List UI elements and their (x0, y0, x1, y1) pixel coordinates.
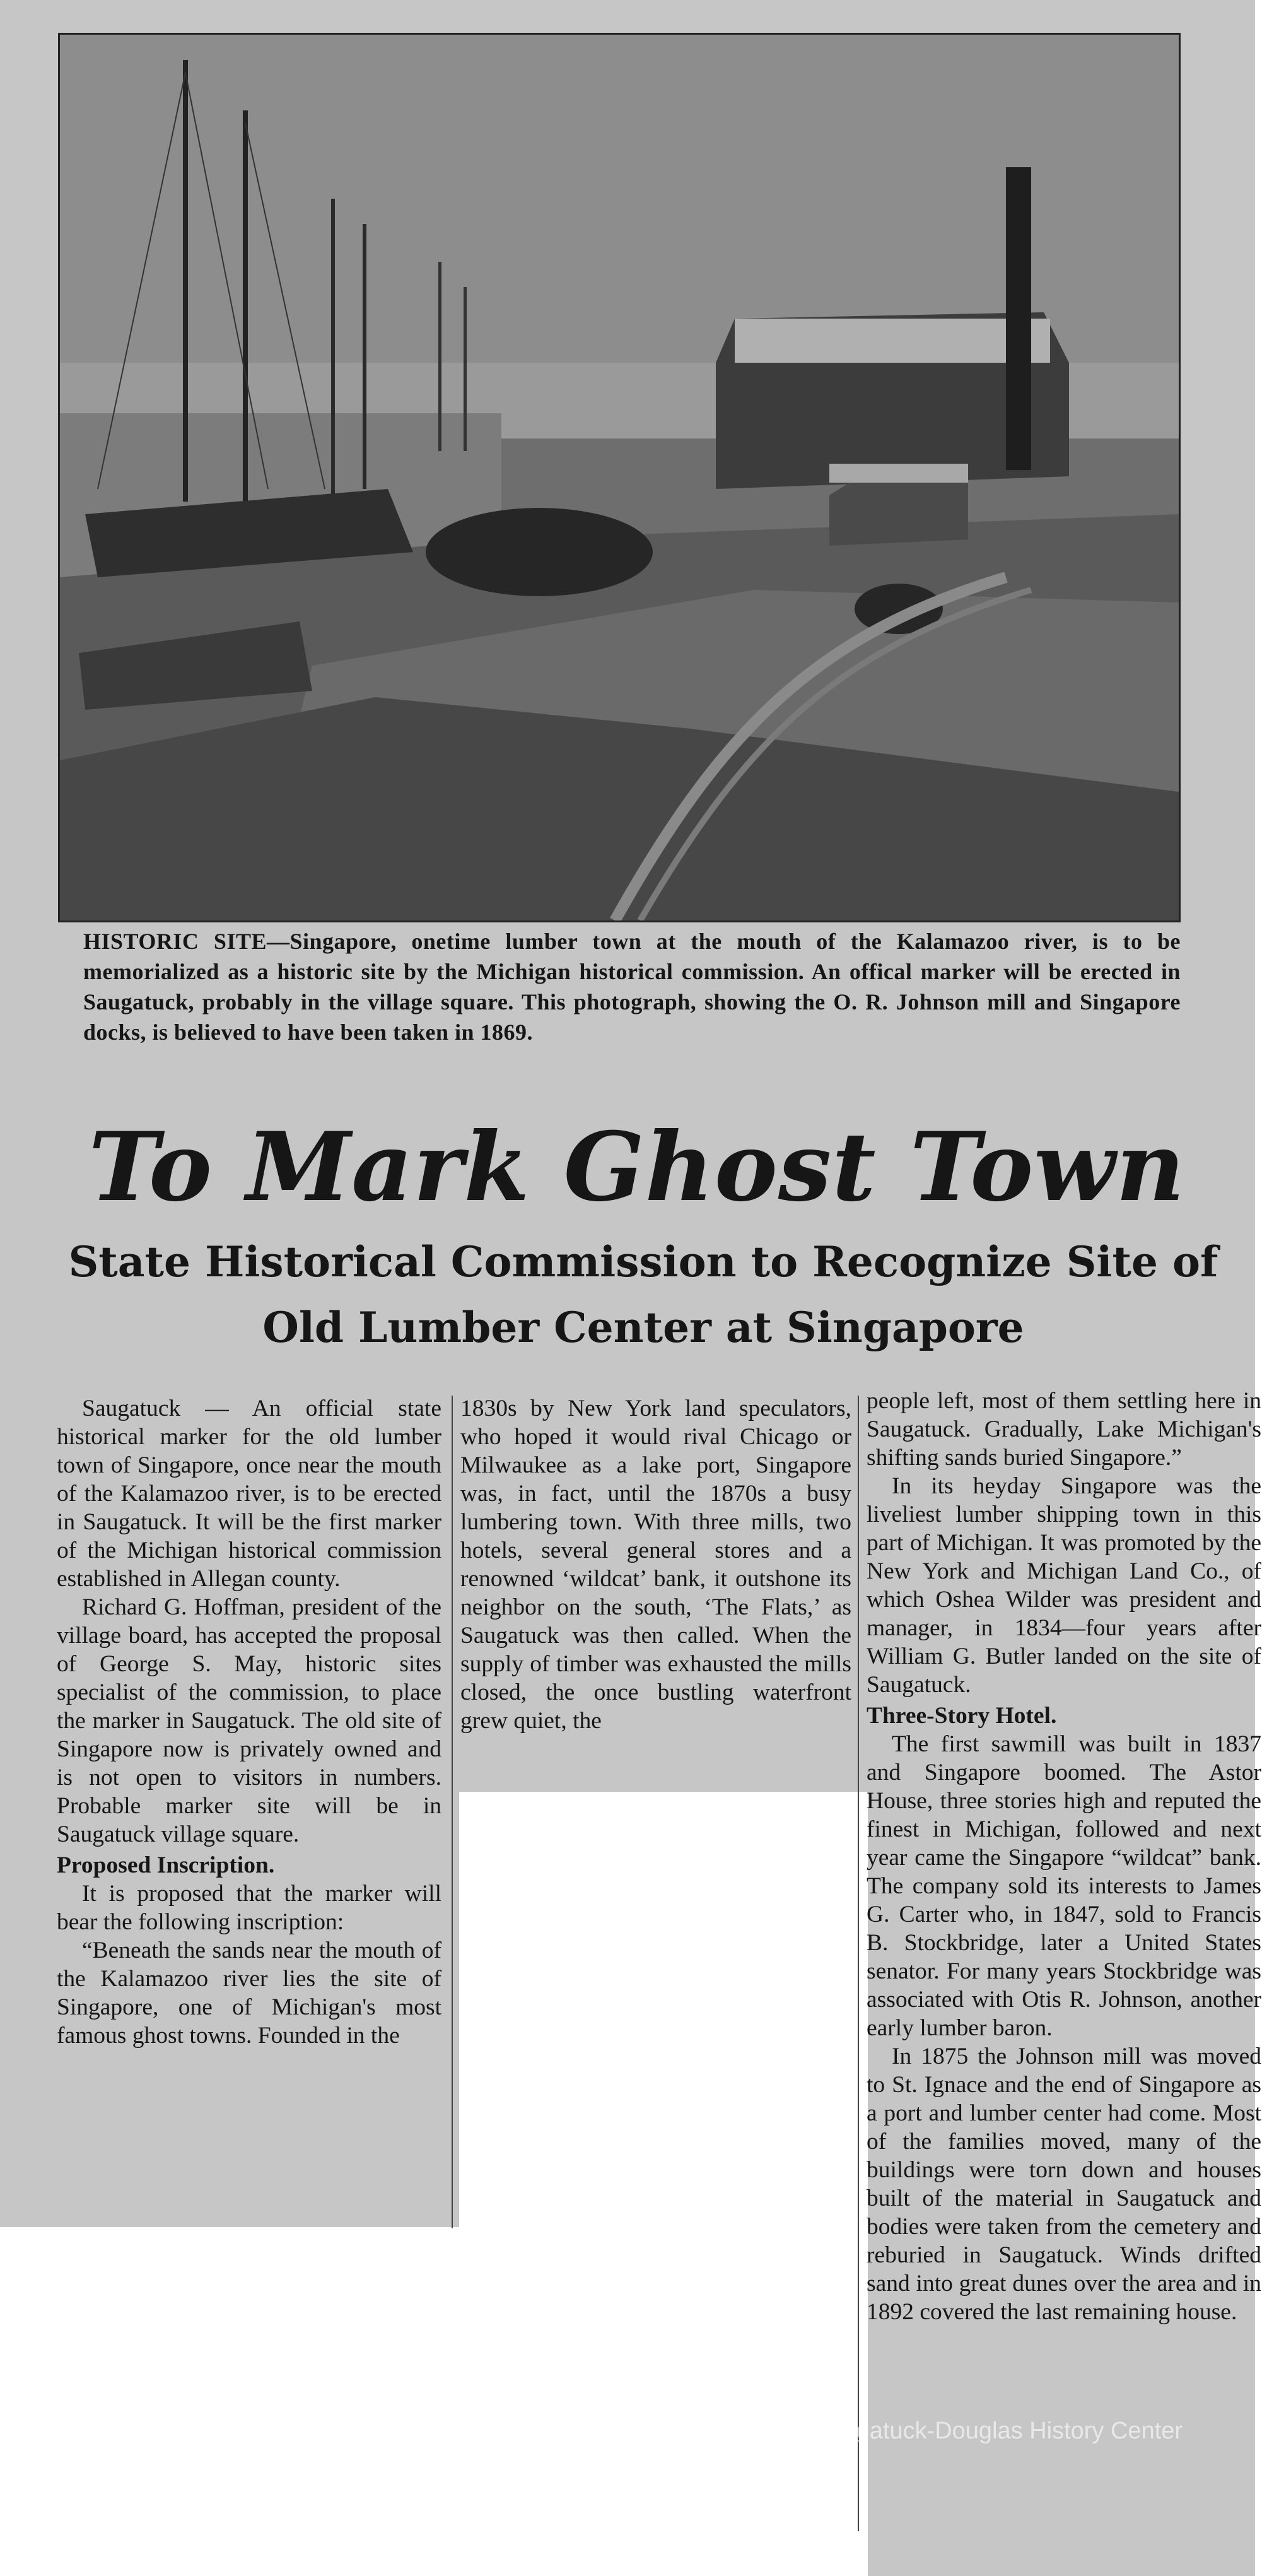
col1-section-heading: Proposed Inscription. (57, 1852, 275, 1878)
col1-paragraph: Richard G. Hoffman, president of the village board, has accepted the proposal of George S. May, historic sites specialist of the commission, to place the marker in Saugatuck. The old site of Singapore now is privately owned and is not open to visitors in numbers. Probable marker site will be in Saugatuck village square. (57, 1594, 441, 1847)
background-margin-middle (459, 1792, 868, 2233)
col1-paragraph: “Beneath the sands near the mouth of the Kalamazoo river lies the site of Singapore, one of Michigan's most famous ghost towns. Founded in the (57, 1938, 441, 2049)
historic-photograph (58, 33, 1181, 922)
photo-caption (83, 926, 1181, 1047)
watermark: Saugatuck-Douglas History Center (814, 2418, 1183, 2444)
col3-section-heading: Three-Story Hotel. (867, 1703, 1057, 1729)
article-column-3 (867, 1387, 1261, 2326)
col1-paragraph: Saugatuck — An official state historical marker for the old lumber town of Singapore, once near the mouth of the Kalamazoo river, is to be erected in Saugatuck. It will be the first marker of the Michigan historical commission established in Allegan county. (57, 1396, 441, 1592)
caption-lead: HISTORIC SITE— (83, 929, 290, 954)
background-margin-bottom-left (0, 2227, 868, 2576)
col3-paragraph: people left, most of them settling here in Saugatuck. Gradually, Lake Michigan's shifting sands buried Singapore.” (867, 1388, 1261, 1471)
subheadline: State Historical Commission to Recognize Site of Old Lumber Center at Singapore (68, 1237, 1218, 1352)
col3-paragraph: In its heyday Singapore was the liveliest lumber shipping town in this part of Michigan. It was promoted by the New York and Michigan Land Co., of which Oshea Wilder was president and manager, in 1834—four years after William G. Butler landed on the site of Saugatuck. (867, 1473, 1261, 1698)
headline: To Mark Ghost Town (88, 1112, 1186, 1223)
column-rule (452, 1396, 453, 2228)
harbor-mill-photo-illustration (60, 35, 1179, 920)
col3-paragraph: In 1875 the Johnson mill was moved to St. Ignace and the end of Singapore as a port and lumber center had come. Most of the families moved, many of the buildings were torn down and houses built of the material in Saugatuck and bodies were taken from the cemetery and reburied in Saugatuck. Winds drifted sand into great dunes over the area and in 1892 covered the last remaining house. (867, 2044, 1261, 2325)
article-column-2 (460, 1394, 851, 1735)
caption-text: Singapore, onetime lumber town at the mouth of the Kalamazoo river, is to be memorialized as a historic site by the Michigan historical commission. An offical marker will be erected in Saugatuck, probably in the village square. This photograph, showing the O. R. Johnson mill and Singapore docks, is believed to have been taken in 1869. (83, 929, 1181, 1045)
col1-paragraph: It is proposed that the marker will bear the following inscription: (57, 1881, 441, 1935)
col2-paragraph: 1830s by New York land speculators, who hoped it would rival Chicago or Milwaukee as a lake port, Singapore was, in fact, until the 1870s a busy lumbering town. With three mills, two hotels, several general stores and a renowned ‘wildcat’ bank, it outshone its neighbor on the south, ‘The Flats,’ as Saugatuck was then called. When the supply of timber was exhausted the mills closed, the once bustling waterfront grew quiet, the (460, 1396, 851, 1734)
article-column-1 (57, 1394, 441, 2050)
col3-paragraph: The first sawmill was built in 1837 and Singapore boomed. The Astor House, three stories high and reputed the finest in Michigan, followed and next year came the Singapore “wildcat” bank. The company sold its interests to James G. Carter who, in 1847, sold to Francis B. Stockbridge, later a United States senator. For many years Stockbridge was associated with Otis R. Johnson, another early lumber baron. (867, 1731, 1261, 2041)
column-rule (858, 1396, 859, 2531)
